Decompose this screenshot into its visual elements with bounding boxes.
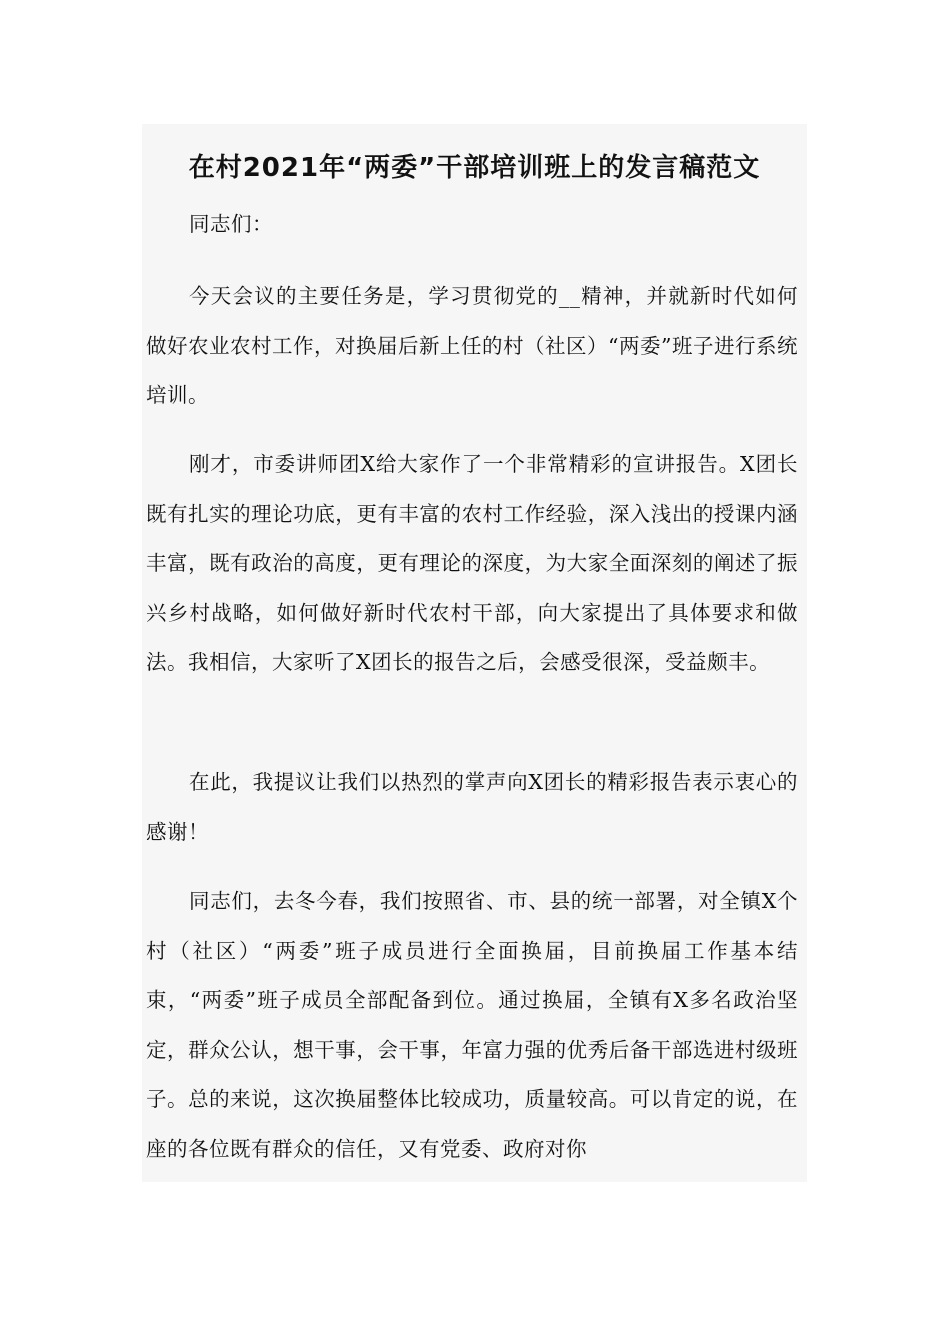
paragraph-election-summary: 同志们，去冬今春，我们按照省、市、县的统一部署，对全镇X个村（社区）“两委”班子成员进行全面换届，目前换届工作基本结束，“两委”班子成员全部配备到位。通过换届，全镇有X多名政治坚定，群众公认，想干事，会干事，年富力强的优秀后备干部选进村级班子。总的来说，这次换届整体比较成功，质量较高。可以肯定的说，在座的各位既有群众的信任，又有党委、政府对你 [146, 889, 798, 1161]
document-title: 在村2021年“两委”干部培训班上的发言稿范文 [188, 153, 761, 183]
document-page [142, 124, 807, 1182]
paragraph-salutation: 同志们： [189, 212, 273, 236]
paragraph-lecture-review: 刚才，市委讲师团X给大家作了一个非常精彩的宣讲报告。X团长既有扎实的理论功底，更有丰富的农村工作经验，深入浅出的授课内涵丰富，既有政治的高度，更有理论的深度，为大家全面深刻的阐述了振兴乡村战略，如何做好新时代农村干部，向大家提出了具体要求和做法。我相信，大家听了X团长的报告之后，会感受很深，受益颇丰。 [146, 452, 798, 674]
paragraph-meeting-task: 今天会议的主要任务是，学习贯彻党的__精神，并就新时代如何做好农业农村工作，对换届后新上任的村（社区）“两委”班子进行系统培训。 [146, 284, 798, 407]
paragraph-thanks: 在此，我提议让我们以热烈的掌声向X团长的精彩报告表示衷心的感谢！ [146, 770, 798, 844]
